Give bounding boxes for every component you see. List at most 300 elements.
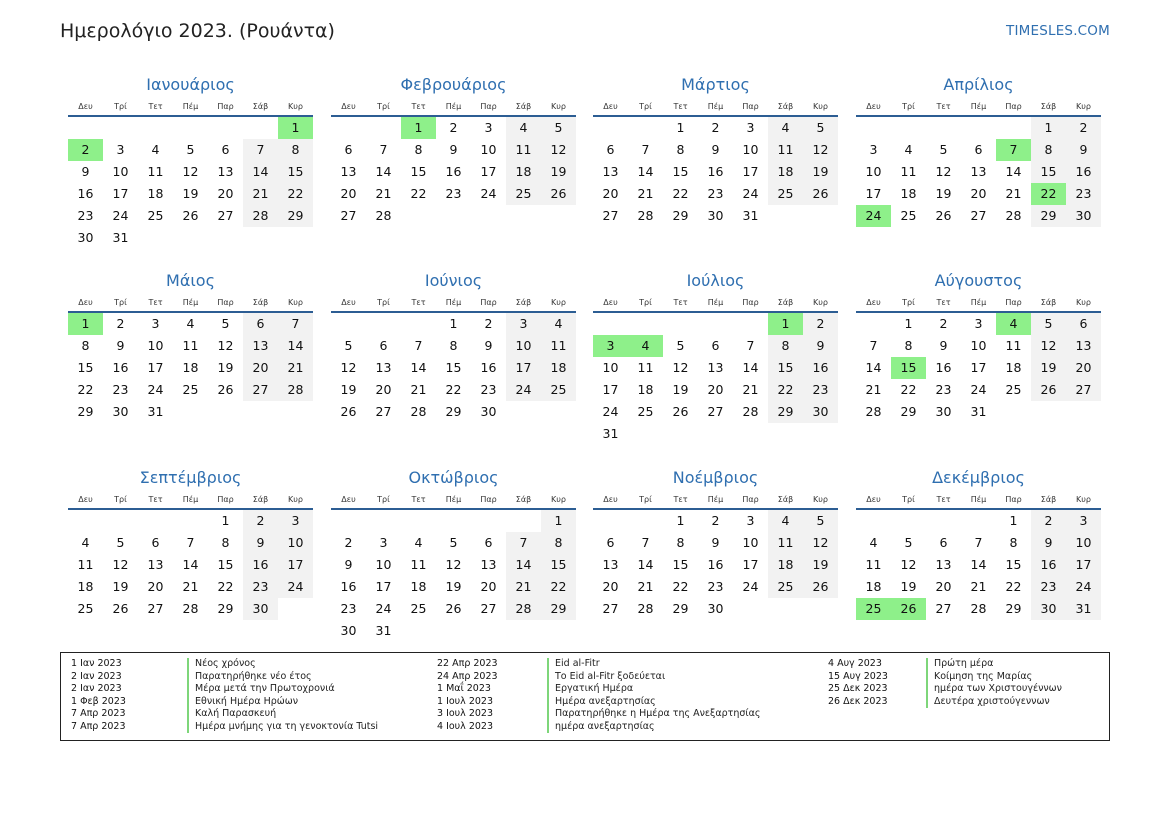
legend-row [437,658,817,671]
day-cell: 14 [865,360,882,375]
month-block [68,268,313,423]
weekday-label: Δευ [603,495,618,504]
empty-day-cell [593,117,628,139]
legend-row [437,708,817,721]
day-cell: 20 [935,579,952,594]
weekday-label: Δευ [866,495,881,504]
day-cell: 31 [602,426,619,441]
day-cell: 20 [340,186,357,201]
day-cell: 2 [344,535,353,550]
day-cell: 19 [803,161,838,183]
day-cell: 2 [243,510,278,532]
day-cell: 6 [151,535,160,550]
day-cell: 11 [900,164,917,179]
day-cell: 22 [541,576,576,598]
weekday-label: Παρ [480,495,497,504]
site-brand-link[interactable]: TIMESLES.COM [1006,23,1110,39]
day-cell: 25 [768,183,803,205]
day-cell: 28 [970,601,987,616]
day-cell: 25 [768,576,803,598]
legend-row [71,708,431,721]
day-cell: 24 [112,208,129,223]
month-block [68,465,313,620]
weekday-label: Πέμ [445,495,462,504]
legend-row [437,683,817,696]
day-cell: 26 [217,382,234,397]
empty-day-cell [628,117,663,139]
day-cell: 17 [506,357,541,379]
day-cell: 7 [641,535,650,550]
day-cell: 20 [1066,357,1101,379]
day-cell: 3 [1066,510,1101,532]
day-cell: 16 [112,360,129,375]
day-cell: 23 [112,382,129,397]
day-cell: 8 [81,338,90,353]
legend-row [71,671,431,684]
day-cell: 18 [147,186,164,201]
weekday-label: Κυρ [813,495,828,504]
empty-day-cell [926,117,961,139]
day-cell: 12 [900,557,917,572]
holiday-day-cell: 2 [68,139,103,161]
holiday-name: Το Eid al-Fitr ξοδεύεται [547,671,665,684]
empty-day-cell [926,510,961,532]
day-cell: 13 [602,164,619,179]
holiday-date: 1 Μαΐ 2023 [437,683,491,694]
weekday-label: Δευ [603,298,618,307]
holiday-name: Πρώτη μέρα [926,658,993,671]
day-cell: 24 [278,576,313,598]
day-cell: 25 [147,208,164,223]
day-cell: 31 [147,404,164,419]
days-grid [331,313,576,423]
holiday-name: Μέρα μετά την Πρωτοχρονιά [187,683,335,696]
weekday-label: Τρί [114,298,127,307]
day-cell: 9 [1031,532,1066,554]
empty-day-cell [173,510,208,532]
day-cell: 19 [672,382,689,397]
weekday-label: Σάβ [252,298,269,307]
day-cell: 18 [541,357,576,379]
weekday-label: Πέμ [707,298,724,307]
day-cell: 23 [1066,183,1101,205]
day-cell: 15 [445,360,462,375]
day-cell: 8 [768,335,803,357]
day-cell: 24 [480,186,497,201]
day-cell: 10 [375,557,392,572]
holiday-name: Παρατηρήθηκε η Ημέρα της Ανεξαρτησίας [547,708,760,721]
day-cell: 30 [340,623,357,638]
day-cell: 7 [746,338,755,353]
month-block [331,72,576,227]
month-block [856,72,1101,227]
day-cell: 30 [112,404,129,419]
day-cell: 19 [445,579,462,594]
holiday-day-cell: 1 [768,313,803,335]
day-cell: 28 [637,208,654,223]
day-cell: 7 [278,313,313,335]
day-cell: 27 [602,208,619,223]
month-name: Σεπτέμβριος [139,468,242,487]
day-cell: 9 [243,532,278,554]
month-block [593,268,838,445]
day-cell: 25 [541,379,576,401]
holiday-day-cell: 1 [68,313,103,335]
weekday-label: Παρ [1005,495,1022,504]
day-cell: 27 [375,404,392,419]
day-cell: 13 [340,164,357,179]
day-cell: 29 [278,205,313,227]
weekday-label: Τετ [673,298,688,307]
days-grid [68,117,313,249]
weekday-label: Σάβ [777,495,794,504]
day-cell: 11 [768,139,803,161]
weekday-label: Πέμ [707,102,724,111]
day-cell: 18 [768,161,803,183]
day-cell: 3 [116,142,125,157]
day-cell: 31 [742,208,759,223]
holiday-day-cell: 15 [891,357,926,379]
day-cell: 24 [742,186,759,201]
day-cell: 17 [1066,554,1101,576]
empty-day-cell [733,313,768,335]
day-cell: 17 [480,164,497,179]
day-cell: 9 [116,338,125,353]
day-cell: 2 [803,313,838,335]
weekday-label: Δευ [341,495,356,504]
holiday-name: Δευτέρα χριστούγεννων [926,696,1050,709]
day-cell: 15 [768,357,803,379]
days-grid [856,510,1101,620]
month-name: Αύγουστος [934,271,1023,290]
day-cell: 18 [410,579,427,594]
day-cell: 5 [676,338,685,353]
day-cell: 6 [939,535,948,550]
day-cell: 5 [904,535,913,550]
day-cell: 26 [803,576,838,598]
day-cell: 19 [340,382,357,397]
day-cell: 11 [410,557,427,572]
month-block [331,268,576,423]
day-cell: 17 [112,186,129,201]
day-cell: 20 [480,579,497,594]
day-cell: 29 [768,401,803,423]
day-cell: 29 [900,404,917,419]
day-cell: 22 [900,382,917,397]
day-cell: 5 [344,338,353,353]
legend-column-1 [71,658,431,733]
day-cell: 20 [375,382,392,397]
holiday-day-cell: 4 [996,313,1031,335]
day-cell: 26 [112,601,129,616]
day-cell: 14 [506,554,541,576]
month-name: Ιούνιος [424,271,483,290]
day-cell: 5 [803,117,838,139]
day-cell: 23 [1031,576,1066,598]
weekday-label: Τετ [411,495,426,504]
day-cell: 23 [707,186,724,201]
day-cell: 7 [641,142,650,157]
weekday-header [68,491,313,510]
holiday-day-cell: 1 [401,117,436,139]
day-cell: 10 [278,532,313,554]
empty-day-cell [138,510,173,532]
day-cell: 19 [112,579,129,594]
holiday-name: Εθνική Ημέρα Ηρώων [187,696,298,709]
month-name: Δεκέμβριος [932,468,1025,487]
day-cell: 9 [449,142,458,157]
day-cell: 29 [1031,205,1066,227]
month-name: Μάρτιος [681,75,750,94]
empty-day-cell [856,117,891,139]
day-cell: 24 [742,579,759,594]
month-name: Απρίλιος [943,75,1014,94]
legend-row [437,671,817,684]
day-cell: 4 [869,535,878,550]
day-cell: 19 [900,579,917,594]
holiday-day-cell: 26 [891,598,926,620]
weekday-header [593,294,838,313]
weekday-label: Παρ [1005,298,1022,307]
holiday-name: Κοίμηση της Μαρίας [926,671,1032,684]
weekday-label: Σάβ [252,495,269,504]
day-cell: 16 [1031,554,1066,576]
day-cell: 6 [344,142,353,157]
legend-row [437,721,817,734]
weekday-label: Πέμ [182,102,199,111]
day-cell: 5 [939,142,948,157]
day-cell: 8 [676,142,685,157]
day-cell: 26 [445,601,462,616]
month-name: Οκτώβριος [408,468,499,487]
empty-day-cell [331,510,366,532]
days-grid [856,117,1101,227]
day-cell: 15 [1031,161,1066,183]
day-cell: 6 [1066,313,1101,335]
day-cell: 2 [1031,510,1066,532]
day-cell: 25 [77,601,94,616]
weekday-label: Δευ [78,495,93,504]
day-cell: 13 [935,557,952,572]
day-cell: 22 [410,186,427,201]
empty-day-cell [173,117,208,139]
holiday-name: ημέρα των Χριστουγέννων [926,683,1062,696]
day-cell: 24 [147,382,164,397]
weekday-label: Κυρ [288,495,303,504]
legend-column-2 [437,658,817,733]
holiday-legend [60,652,1110,741]
days-grid [593,117,838,227]
day-cell: 17 [742,557,759,572]
day-cell: 27 [147,601,164,616]
day-cell: 30 [480,404,497,419]
day-cell: 22 [672,579,689,594]
day-cell: 23 [445,186,462,201]
day-cell: 14 [970,557,987,572]
day-cell: 16 [77,186,94,201]
weekday-label: Δευ [341,298,356,307]
day-cell: 27 [340,208,357,223]
day-cell: 4 [768,510,803,532]
empty-day-cell [891,117,926,139]
day-cell: 29 [541,598,576,620]
day-cell: 28 [410,404,427,419]
day-cell: 16 [935,360,952,375]
day-cell: 8 [1009,535,1018,550]
weekday-label: Κυρ [813,298,828,307]
weekday-label: Κυρ [551,298,566,307]
empty-day-cell [68,117,103,139]
empty-day-cell [856,313,891,335]
day-cell: 2 [449,120,458,135]
empty-day-cell [103,117,138,139]
day-cell: 20 [243,357,278,379]
weekday-label: Πέμ [445,298,462,307]
weekday-label: Τετ [936,298,951,307]
day-cell: 1 [449,316,458,331]
day-cell: 7 [243,139,278,161]
day-cell: 24 [1066,576,1101,598]
day-cell: 6 [379,338,388,353]
day-cell: 21 [1005,186,1022,201]
weekday-label: Τρί [639,102,652,111]
day-cell: 14 [1005,164,1022,179]
holiday-date: 4 Ιουλ 2023 [437,720,493,732]
empty-day-cell [663,313,698,335]
weekday-label: Παρ [742,102,759,111]
day-cell: 26 [672,404,689,419]
days-grid [331,510,576,642]
day-cell: 8 [414,142,423,157]
weekday-label: Τρί [114,102,127,111]
holiday-date: 1 Ιαν 2023 [71,658,122,669]
days-grid [68,313,313,423]
weekday-label: Τρί [114,495,127,504]
empty-day-cell [471,510,506,532]
day-cell: 21 [970,579,987,594]
days-grid [68,510,313,620]
day-cell: 8 [449,338,458,353]
weekday-label: Δευ [866,298,881,307]
day-cell: 16 [803,357,838,379]
day-cell: 14 [243,161,278,183]
day-cell: 7 [506,532,541,554]
day-cell: 8 [278,139,313,161]
day-cell: 11 [77,557,94,572]
weekday-label: Παρ [217,298,234,307]
day-cell: 11 [768,532,803,554]
day-cell: 20 [707,382,724,397]
weekday-label: Παρ [480,102,497,111]
empty-day-cell [401,313,436,335]
day-cell: 13 [1066,335,1101,357]
day-cell: 19 [182,186,199,201]
holiday-date: 2 Ιαν 2023 [71,670,122,682]
day-cell: 13 [707,360,724,375]
weekday-header [856,491,1101,510]
month-name: Μάιος [166,271,215,290]
legend-row [437,696,817,709]
day-cell: 6 [606,535,615,550]
holiday-name: Εργατική Ημέρα [547,683,633,696]
day-cell: 30 [243,598,278,620]
weekday-header [856,294,1101,313]
day-cell: 1 [904,316,913,331]
day-cell: 1 [1009,513,1018,528]
day-cell: 21 [182,579,199,594]
day-cell: 7 [186,535,195,550]
month-block [68,72,313,249]
day-cell: 9 [81,164,90,179]
holiday-day-cell: 22 [1031,183,1066,205]
weekday-label: Κυρ [1076,298,1091,307]
day-cell: 11 [182,338,199,353]
weekday-label: Κυρ [551,495,566,504]
day-cell: 5 [221,316,230,331]
day-cell: 3 [379,535,388,550]
day-cell: 8 [541,532,576,554]
day-cell: 12 [803,532,838,554]
legend-row [71,721,431,734]
day-cell: 25 [1005,382,1022,397]
holiday-day-cell: 4 [628,335,663,357]
empty-day-cell [366,117,401,139]
weekday-label: Δευ [603,102,618,111]
day-cell: 20 [217,186,234,201]
day-cell: 27 [217,208,234,223]
day-cell: 30 [1031,598,1066,620]
holiday-date: 3 Ιουλ 2023 [437,708,493,719]
day-cell: 29 [77,404,94,419]
weekday-label: Πέμ [182,298,199,307]
holiday-date: 1 Ιουλ 2023 [437,695,493,707]
day-cell: 4 [904,142,913,157]
day-cell: 18 [77,579,94,594]
day-cell: 2 [939,316,948,331]
day-cell: 26 [1031,379,1066,401]
day-cell: 6 [221,142,230,157]
day-cell: 16 [480,360,497,375]
weekday-label: Τετ [411,102,426,111]
empty-day-cell [961,117,996,139]
day-cell: 14 [375,164,392,179]
weekday-label: Δευ [78,102,93,111]
day-cell: 3 [746,513,755,528]
weekday-label: Σάβ [1040,102,1057,111]
weekday-label: Παρ [742,298,759,307]
weekday-label: Τρί [639,298,652,307]
weekday-label: Πέμ [707,495,724,504]
holiday-date: 2 Ιαν 2023 [71,683,122,694]
weekday-label: Τρί [377,495,390,504]
holiday-name: Καλή Παρασκευή [187,708,276,721]
weekday-label: Δευ [866,102,881,111]
empty-day-cell [331,313,366,335]
day-cell: 6 [711,338,720,353]
day-cell: 26 [340,404,357,419]
weekday-label: Τετ [411,298,426,307]
empty-day-cell [856,510,891,532]
weekday-label: Δευ [78,298,93,307]
weekday-label: Τρί [902,495,915,504]
day-cell: 18 [900,186,917,201]
empty-day-cell [593,313,628,335]
day-cell: 27 [970,208,987,223]
day-cell: 12 [340,360,357,375]
day-cell: 3 [506,313,541,335]
day-cell: 20 [602,579,619,594]
day-cell: 21 [243,183,278,205]
